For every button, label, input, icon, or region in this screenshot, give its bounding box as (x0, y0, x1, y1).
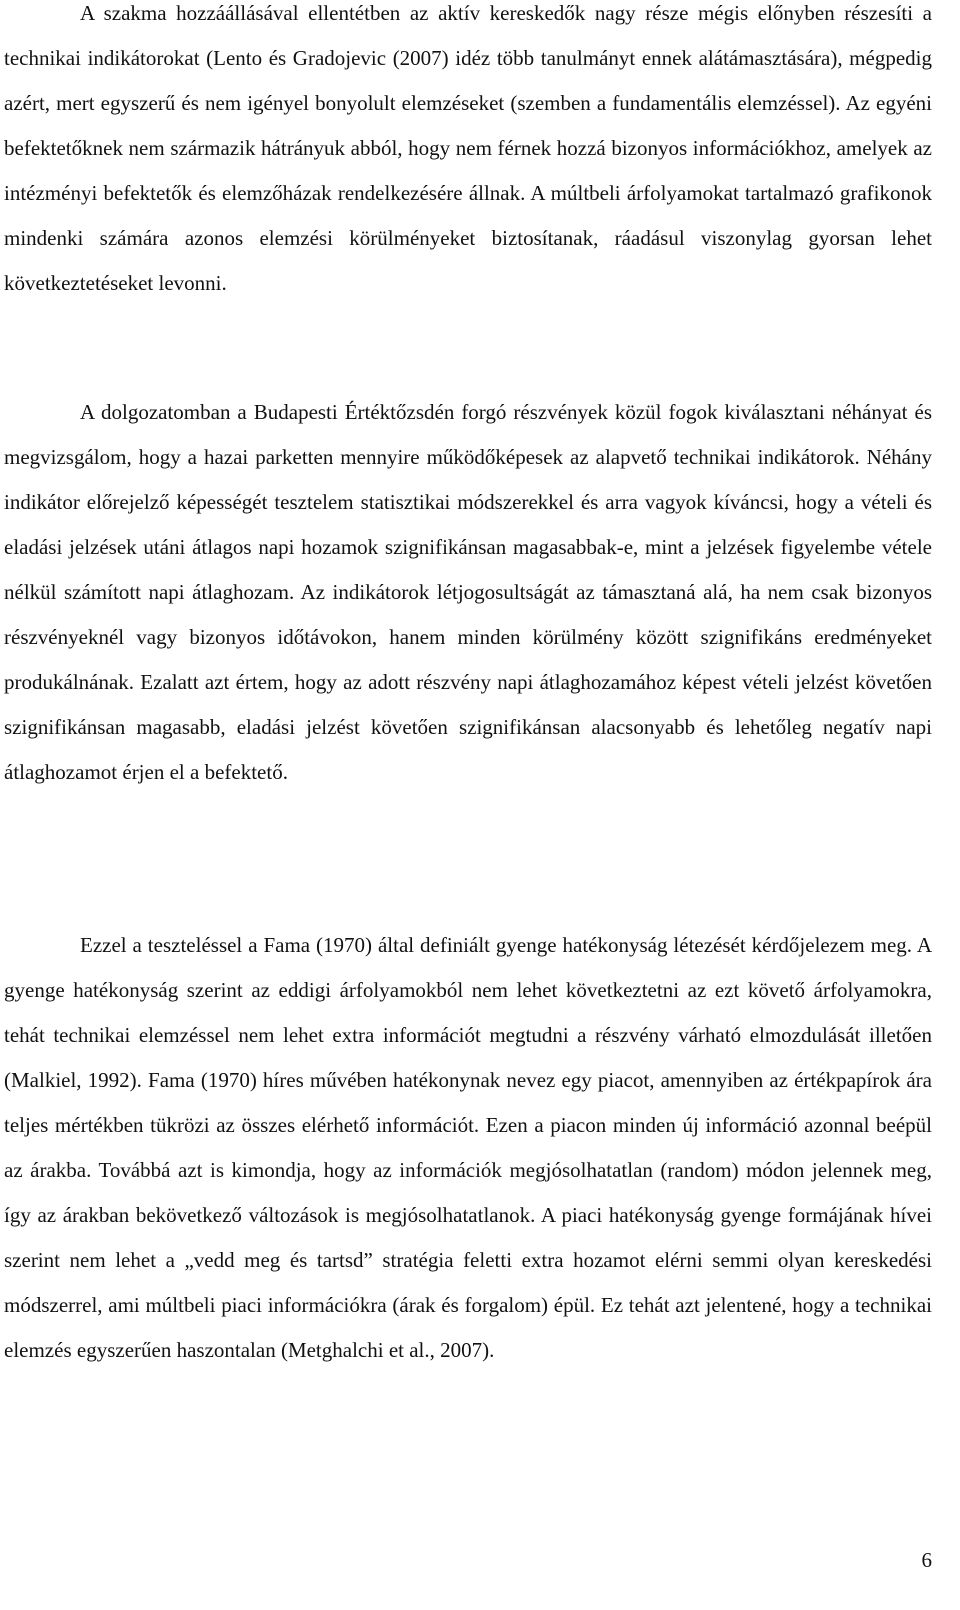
paragraph-3: Ezzel a teszteléssel a Fama (1970) által definiált gyenge hatékonyság létezését kérdőjelezem meg. A gyenge hatékonyság szerint az eddigi árfolyamokból nem lehet következtetni az ezt követő árfolyamokra, tehát technikai elemzéssel nem lehet extra információt megtudni a részvény várható elmozdulását illetően (Malkiel, 1992). Fama (1970) híres művében hatékonynak nevez egy piacot, amennyiben az értékpapírok ára teljes mértékben tükrözi az összes elérhető információt. Ezen a piacon minden új információ azonnal beépül az árakba. Továbbá azt is kimondja, hogy az információk megjósolhatatlan (random) módon jelennek meg, így az árakban bekövetkező változások is megjósolhatatlanok. A piaci hatékonyság gyenge formájának hívei szerint nem lehet a „vedd meg és tartsd” stratégia feletti extra hozamot elérni semmi olyan kereskedési módszerrel, ami múltbeli piaci információkra (árak és forgalom) épül. Ez tehát azt jelentené, hogy a technikai elemzés egyszerűen haszontalan (Metghalchi et al., 2007). (4, 933, 932, 1362)
page-number: 6 (921, 1548, 932, 1572)
document-page (4, 0, 932, 1610)
paragraph-2: A dolgozatomban a Budapesti Értéktőzsdén forgó részvények közül fogok kiválasztani néhányat és megvizsgálom, hogy a hazai parketten mennyire működőképesek az alapvető technikai indikátorok. Néhány indikátor előrejelző képességét tesztelem statisztikai módszerekkel és arra vagyok kíváncsi, hogy a vételi és eladási jelzések utáni átlagos napi hozamok szignifikánsan magasabbak-e, mint a jelzések figyelembe vétele nélkül számított napi átlaghozam. Az indikátorok létjogosultságát az támasztaná alá, ha nem csak bizonyos részvényeknél vagy bizonyos időtávokon, hanem minden körülmény között szignifikáns eredményeket produkálnának. Ezalatt azt értem, hogy az adott részvény napi átlaghozamához képest vételi jelzést követően szignifikánsan magasabb, eladási jelzést követően szignifikánsan alacsonyabb és lehetőleg negatív napi átlaghozamot érjen el a befektető. (4, 400, 932, 784)
paragraph-1: A szakma hozzáállásával ellentétben az aktív kereskedők nagy része mégis előnyben részesíti a technikai indikátorokat (Lento és Gradojevic (2007) idéz több tanulmányt ennek alátámasztására), mégpedig azért, mert egyszerű és nem igényel bonyolult elemzéseket (szemben a fundamentális elemzéssel). Az egyéni befektetőknek nem származik hátrányuk abból, hogy nem férnek hozzá bizonyos információkhoz, amelyek az intézményi befektetők és elemzőházak rendelkezésére állnak. A múltbeli árfolyamokat tartalmazó grafikonok mindenki számára azonos elemzési körülményeket biztosítanak, ráadásul viszonylag gyorsan lehet következtetéseket levonni. (4, 1, 932, 295)
